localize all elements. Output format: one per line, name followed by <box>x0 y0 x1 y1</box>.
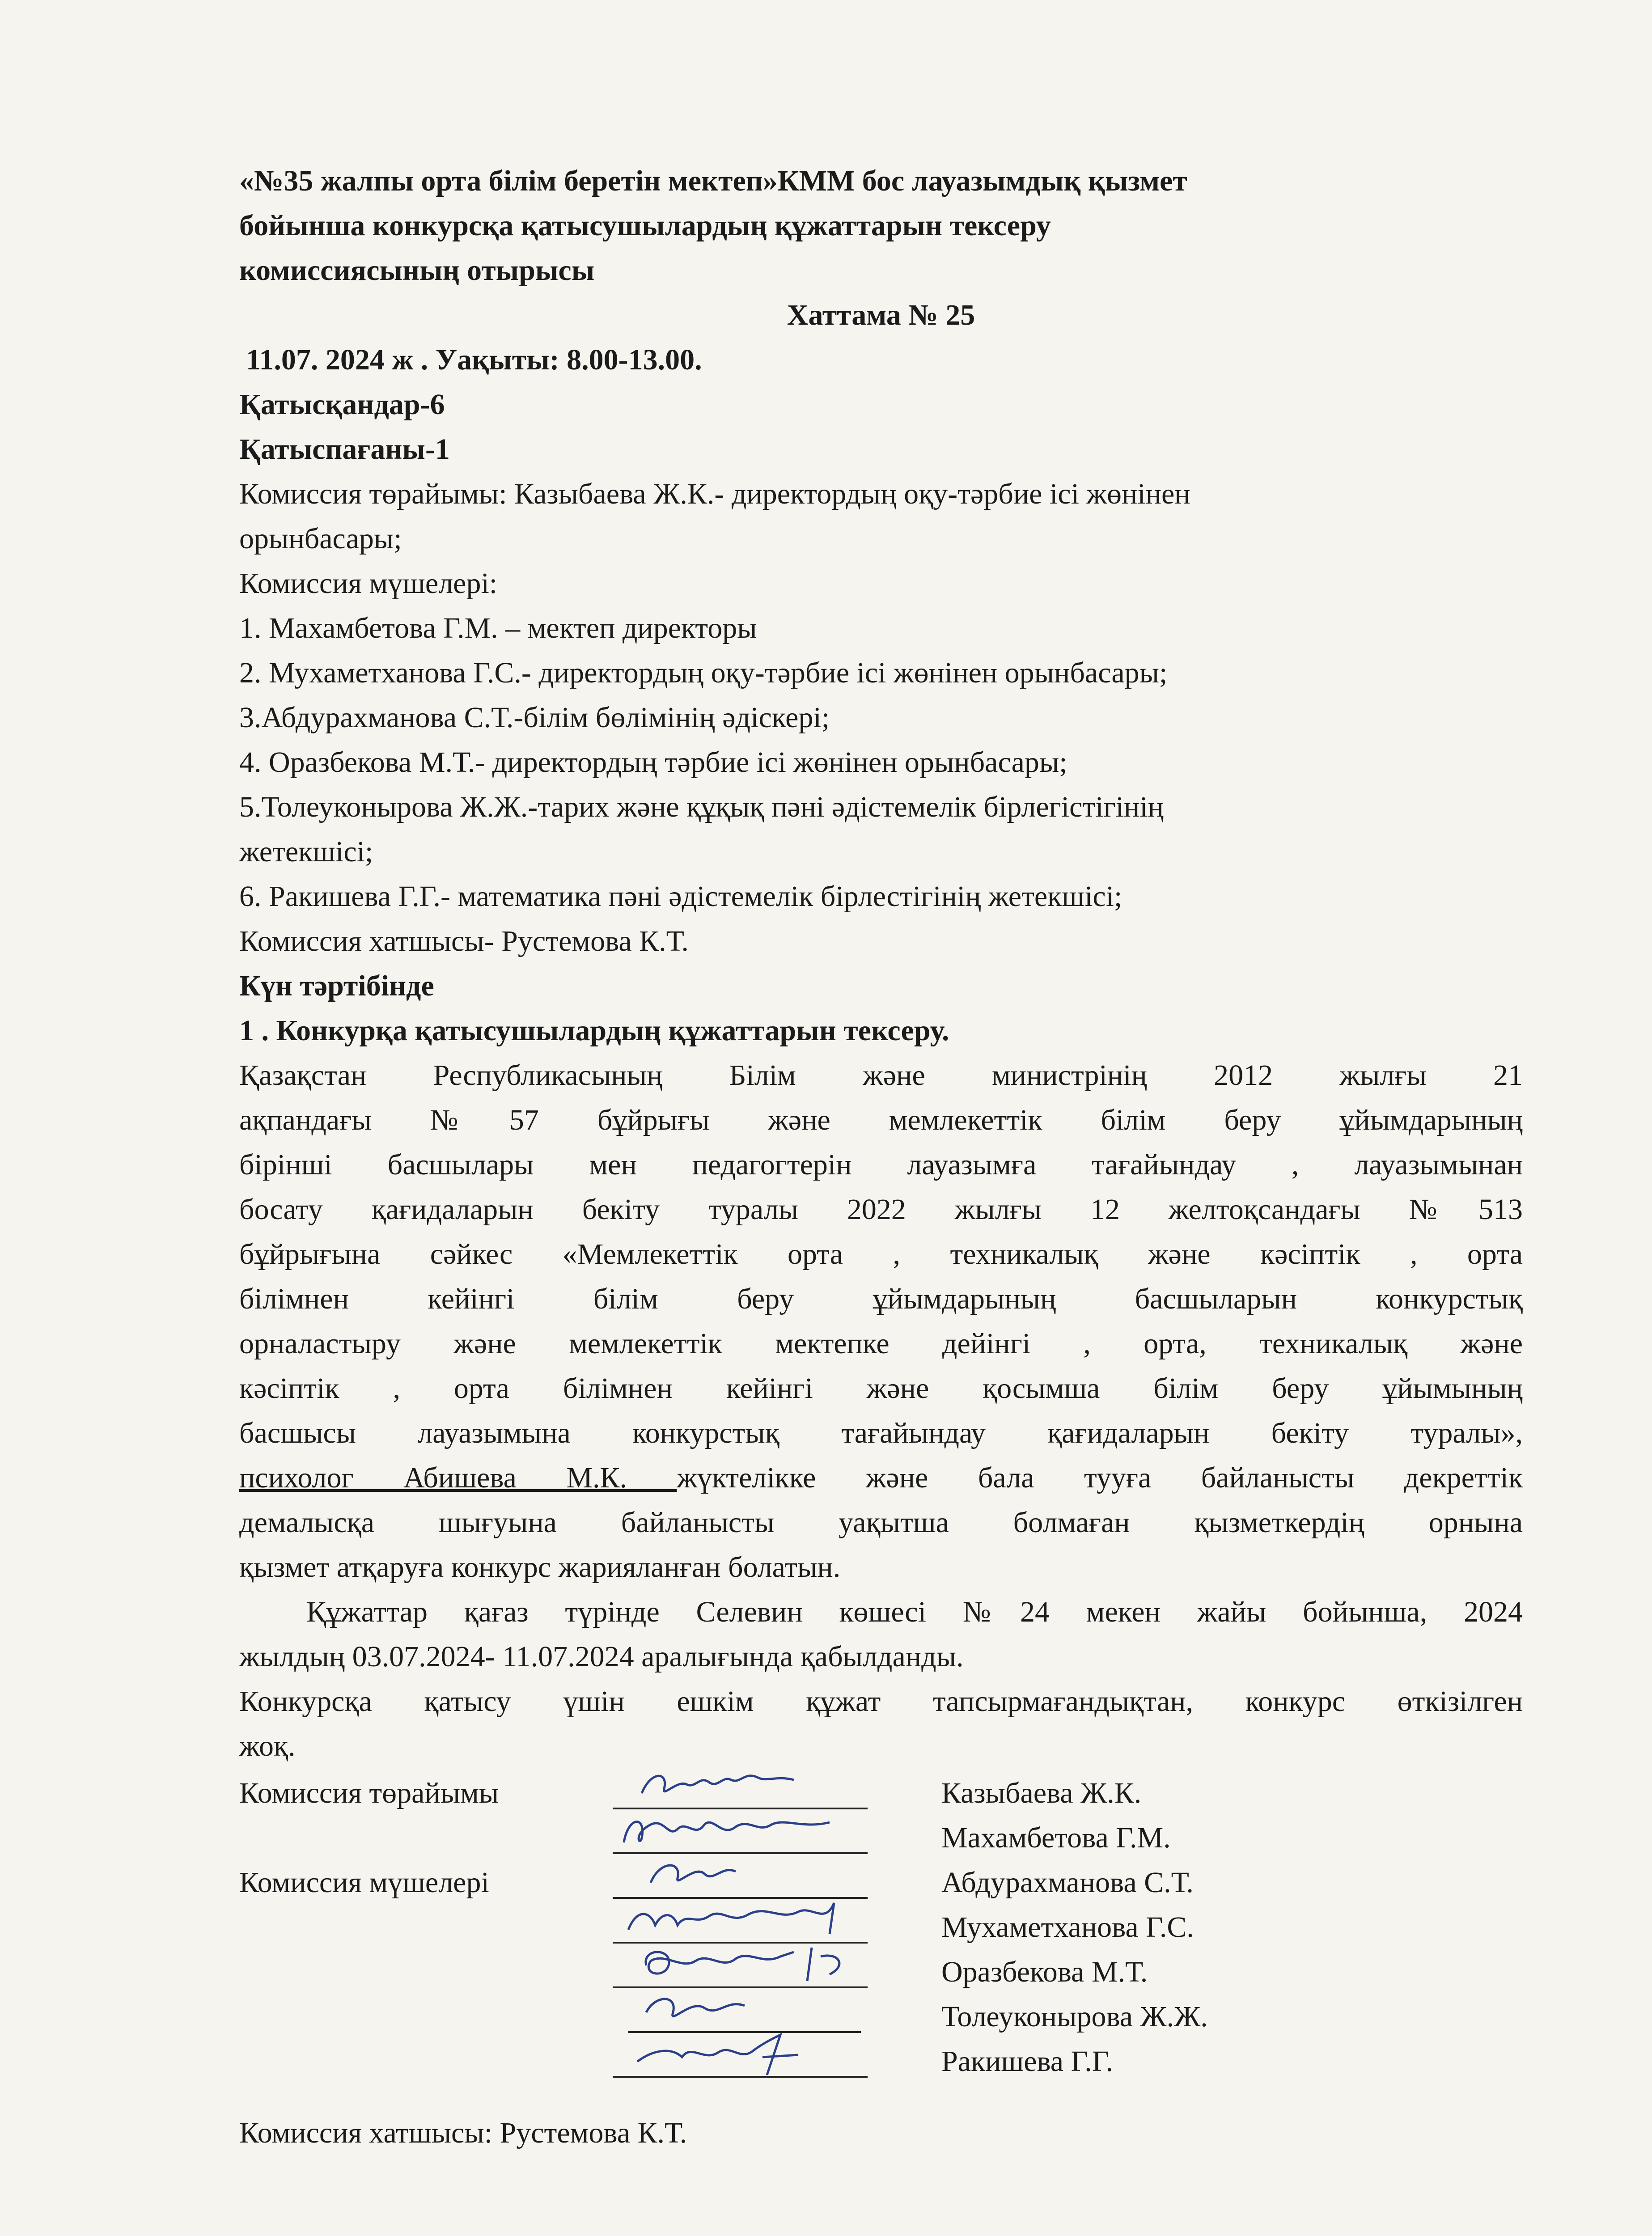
handwritten-signature-toleukonyrova <box>637 1986 771 2030</box>
handwritten-signature-mukhametkhanova <box>619 1894 861 1943</box>
handwritten-signature-orazbekova <box>633 1939 874 1988</box>
body-line: кәсіптік , орта білімнен кейінгі және қосымша білім беру ұйымының <box>239 1372 1523 1405</box>
secretary-signature-line: Комиссия хатшысы: Рустемова К.Т. <box>239 2117 687 2149</box>
member-item: 3.Абдурахманова С.Т.-білім бөлімінің әдіскері; <box>239 701 830 734</box>
agenda-heading: Күн тәртібінде <box>239 970 434 1002</box>
body-line: босату қағидаларын бекіту туралы 2022 жылғы 12 желтоқсандағы №513 <box>239 1193 1523 1226</box>
title-line-2: бойынша конкурсқа қатысушылардың құжаттарын тексеру <box>239 209 1051 242</box>
body-line: басшысы лауазымына конкурстық тағайындау қағидаларын бекіту туралы», <box>239 1417 1523 1449</box>
chair-line-1: Комиссия төрайымы: Казыбаева Ж.К.- директордың оқу-тәрбие ісі жөнінен <box>239 478 1190 510</box>
body-line-psychologist <box>239 1456 1523 1500</box>
agenda-item-1: 1 . Конкурқа қатысушылардың құжаттарын тексеру. <box>239 1014 949 1047</box>
handwritten-signature-makhambetova <box>615 1807 847 1856</box>
member-item: 5.Толеуконырова Ж.Ж.-тарих және құқық пәні әдістемелік бірлегістігінің <box>239 791 1164 823</box>
members-role-label: Комиссия мүшелері <box>239 1866 489 1899</box>
commission-secretary: Комиссия хатшысы- Рустемова К.Т. <box>239 925 689 957</box>
signatory-name: Мухаметханова Г.С. <box>941 1911 1194 1944</box>
paragraph-3-line-2: жоқ. <box>239 1730 296 1762</box>
member-item: 1. Махамбетова Г.М. – мектеп директоры <box>239 612 757 644</box>
body-line: бұйрығына сәйкес «Мемлекеттік орта , техникалық және кәсіптік , орта <box>239 1238 1523 1270</box>
title-line-1: «№35 жалпы орта білім беретін мектеп»КММ бос лауазымдық қызмет <box>239 165 1187 197</box>
body-line: демалысқа шығуына байланысты уақытша болмаған қызметкердің орнына <box>239 1506 1523 1539</box>
member-item: 2. Мухаметханова Г.С.- директордың оқу-тәрбие ісі жөнінен орынбасары; <box>239 656 1168 689</box>
signatory-name: Абдурахманова С.Т. <box>941 1866 1194 1899</box>
handwritten-signature-abdurakhmanova <box>642 1851 758 1896</box>
meeting-date-time: 11.07. 2024 ж . Уақыты: 8.00-13.00. <box>246 343 702 376</box>
body-line: орналастыру және мемлекеттік мектепке дейінгі , орта, техникалық және <box>239 1327 1523 1360</box>
member-item: 6. Ракишева Г.Г.- математика пәні әдістемелік бірлестігінің жетекшісі; <box>239 880 1123 913</box>
psychologist-name: психолог Абишева М.К. <box>239 1461 677 1494</box>
body-line: білімнен кейінгі білім беру ұйымдарының басшыларын конкурстық <box>239 1283 1523 1315</box>
signatory-name: Толеуконырова Ж.Ж. <box>941 2000 1208 2033</box>
signatory-name: Махамбетова Г.М. <box>941 1821 1171 1854</box>
present-count: Қатысқандар-6 <box>239 388 445 421</box>
chair-role-label: Комиссия төрайымы <box>239 1777 499 1809</box>
signatory-name: Казыбаева Ж.К. <box>941 1777 1142 1809</box>
chair-line-2: орынбасары; <box>239 522 402 555</box>
members-heading: Комиссия мүшелері: <box>239 567 498 600</box>
handwritten-signature-rakisheva <box>628 2030 816 2079</box>
title-line-3: комиссиясының отырысы <box>239 254 595 287</box>
signatory-name: Оразбекова М.Т. <box>941 1956 1148 1988</box>
body-line: ақпандағы №57 бұйрығы және мемлекеттік білім беру ұйымдарының <box>239 1104 1523 1136</box>
member-item: жетекшісі; <box>239 835 373 868</box>
body-text: жүктелікке және бала тууға байланысты декреттік <box>677 1461 1523 1494</box>
absent-count: Қатыспағаны-1 <box>239 433 450 466</box>
document-body <box>239 159 1523 1769</box>
body-line: Қазақстан Республикасының Білім және министрінің 2012 жылғы 21 <box>239 1059 1523 1092</box>
handwritten-signature-kazybaeva <box>633 1762 856 1807</box>
protocol-number: Хаттама № 25 <box>787 299 975 331</box>
paragraph-2-line-2: жылдың 03.07.2024- 11.07.2024 аралығында қабылданды. <box>239 1640 964 1673</box>
paragraph-2-line-1: Құжаттар қағаз түрінде Селевин көшесі №24 мекен жайы бойынша, 2024 <box>306 1596 1523 1628</box>
body-line: бірінші басшылары мен педагогтерін лауазымға тағайындау , лауазымынан <box>239 1148 1523 1181</box>
member-item: 4. Оразбекова М.Т.- директордың тәрбие ісі жөнінен орынбасары; <box>239 746 1067 779</box>
signatory-name: Ракишева Г.Г. <box>941 2045 1114 2078</box>
body-line: қызмет атқаруға конкурс жарияланған болатын. <box>239 1551 841 1584</box>
paragraph-3-line-1: Конкурсқа қатысу үшін ешкім құжат тапсырмағандықтан, конкурс өткізілген <box>239 1685 1523 1718</box>
signature-block <box>239 1771 1523 2173</box>
